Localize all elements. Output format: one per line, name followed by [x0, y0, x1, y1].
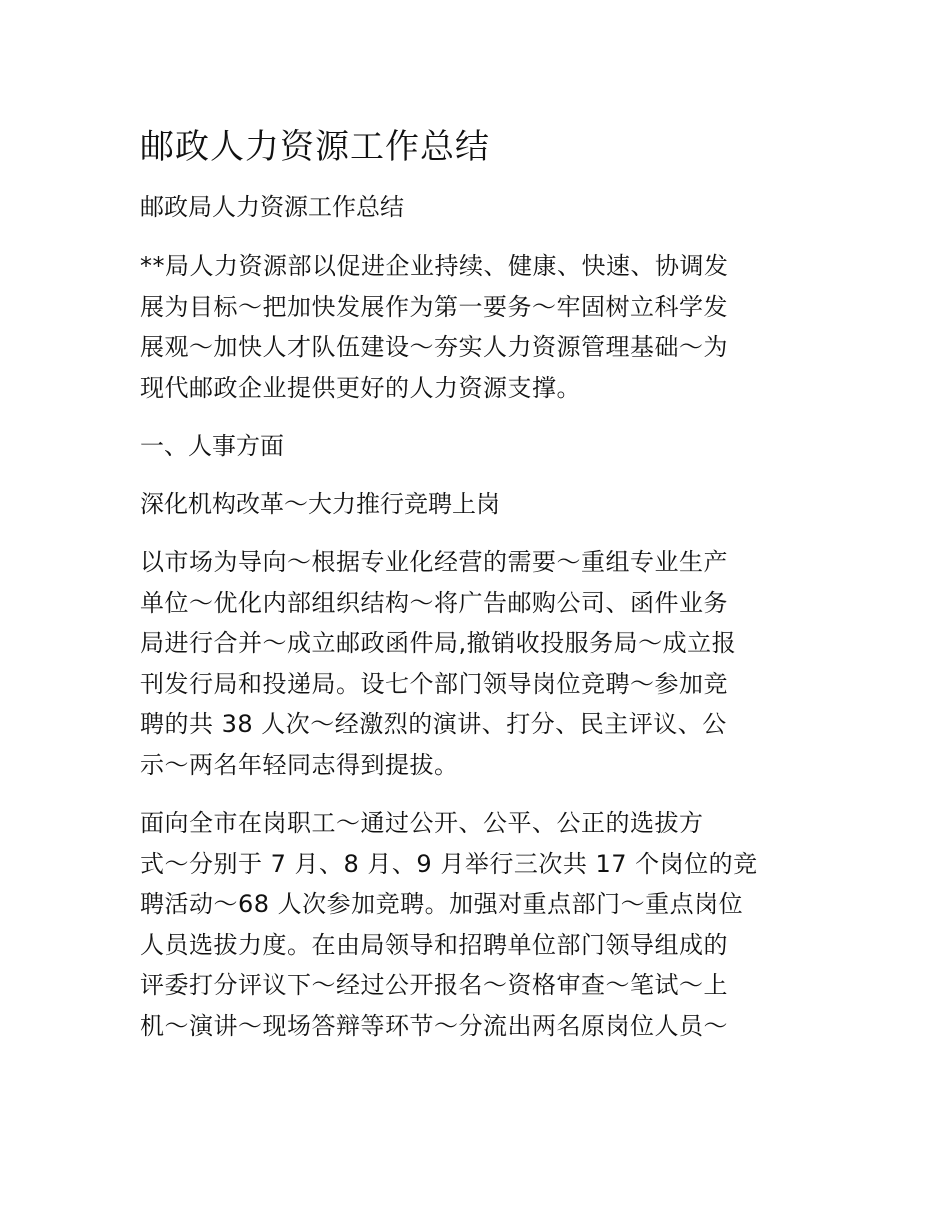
text-line: 聘的共 38 人次～经激烈的演讲、打分、民主评议、公: [140, 710, 727, 738]
text-line: 式～分别于 7 月、8 月、9 月举行三次共 17 个岗位的竞: [140, 849, 758, 878]
document-page: [140, 124, 805, 1064]
text-line: **局人力资源部以促进企业持续、健康、快速、协调发: [140, 252, 729, 280]
document-title: 邮政人力资源工作总结: [140, 127, 490, 167]
body-paragraph-1: [140, 542, 805, 785]
body-paragraph-2: [140, 803, 805, 1046]
text-line: 现代邮政企业提供更好的人力资源支撑。: [140, 373, 581, 402]
subsection-heading: 深化机构改革～大力推行竞聘上岗: [140, 490, 500, 518]
text-line: 刊发行局和投递局。设七个部门领导岗位竞聘～参加竞: [140, 669, 728, 698]
text-line: 聘活动～68 人次参加竞聘。加强对重点部门～重点岗位: [140, 890, 744, 918]
text-line: 人员选拔力度。在由局领导和招聘单位部门领导组成的: [140, 930, 728, 959]
text-line: 展为目标～把加快发展作为第一要务～牢固树立科学发: [140, 292, 728, 321]
text-line: 面向全市在岗职工～通过公开、公平、公正的选拔方: [140, 809, 704, 837]
document-subtitle: 邮政局人力资源工作总结: [140, 193, 404, 221]
intro-paragraph: [140, 246, 805, 408]
text-line: 单位～优化内部组织结构～将广告邮购公司、函件业务: [140, 588, 728, 617]
text-line: 示～两名年轻同志得到提拔。: [140, 750, 459, 779]
text-line: 评委打分评议下～经过公开报名～资格审查～笔试～上: [140, 971, 728, 999]
text-line: 机～演讲～现场答辩等环节～分流出两名原岗位人员～: [140, 1011, 728, 1040]
section-heading: 一、人事方面: [140, 432, 284, 460]
text-line: 展观～加快人才队伍建设～夯实人力资源管理基础～为: [140, 333, 728, 361]
text-line: 局进行合并～成立邮政函件局,撤销收投服务局～成立报: [140, 629, 737, 657]
text-line: 以市场为导向～根据专业化经营的需要～重组专业生产: [140, 548, 728, 576]
